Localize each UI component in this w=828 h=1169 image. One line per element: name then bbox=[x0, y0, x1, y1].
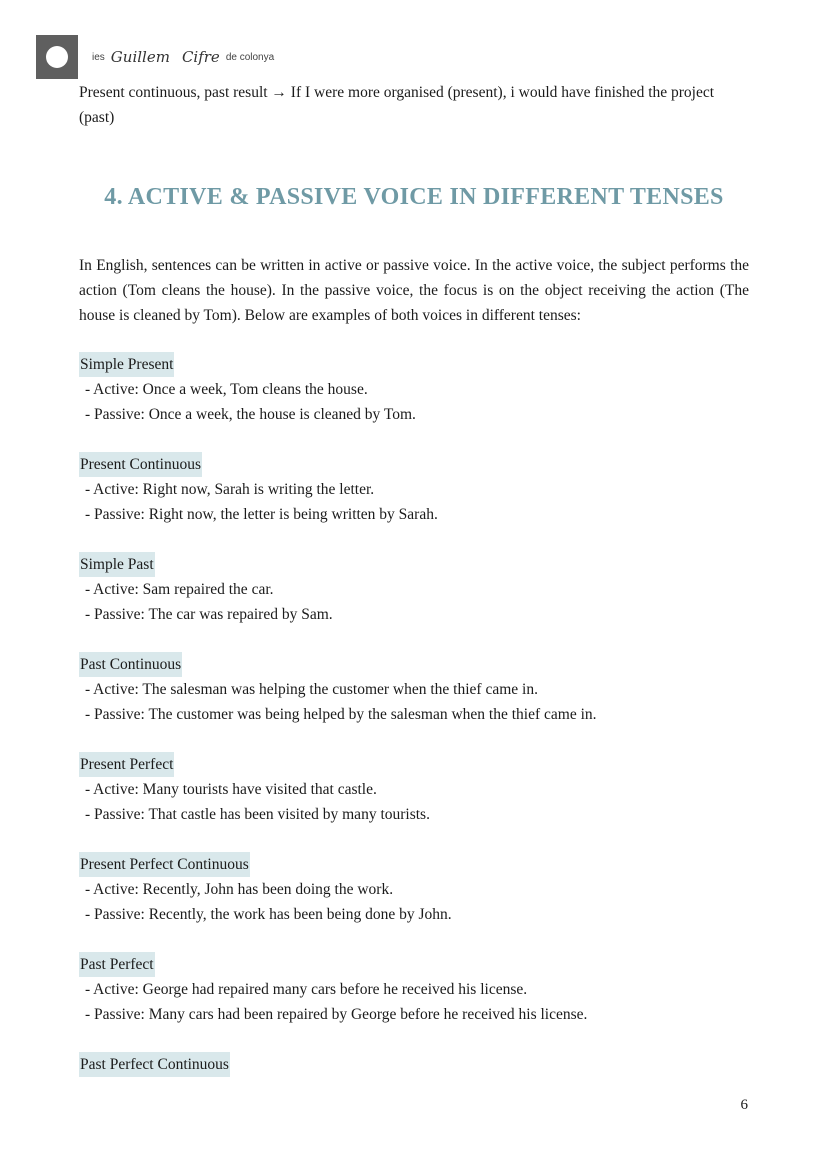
tense-block bbox=[79, 352, 759, 452]
tense-block bbox=[79, 852, 759, 952]
tense-block bbox=[79, 652, 759, 752]
tense-block bbox=[79, 752, 759, 852]
logo-cifre: Cifre bbox=[181, 48, 220, 66]
passive-example: - Passive: That castle has been visited by many tourists. bbox=[85, 806, 430, 823]
sun-logo-icon bbox=[36, 35, 78, 79]
section-title: 4. ACTIVE & PASSIVE VOICE IN DIFFERENT TENSES bbox=[104, 184, 724, 210]
sun-icon bbox=[46, 46, 68, 68]
tense-heading: Past Perfect Continuous bbox=[79, 1052, 230, 1077]
tense-heading: Present Perfect Continuous bbox=[79, 852, 250, 877]
school-logo bbox=[36, 35, 274, 79]
active-example: - Active: Once a week, Tom cleans the house. bbox=[85, 381, 368, 398]
tense-block bbox=[79, 952, 759, 1052]
active-example: - Active: George had repaired many cars before he received his license. bbox=[85, 981, 528, 998]
tense-heading: Past Perfect bbox=[79, 952, 155, 977]
active-example: - Active: Right now, Sarah is writing the letter. bbox=[85, 481, 375, 498]
page-number: 6 bbox=[740, 1097, 748, 1113]
passive-example: - Passive: The car was repaired by Sam. bbox=[85, 606, 333, 623]
body-paragraph: In English, sentences can be written in active or passive voice. In the active voice, the subject performs the action (Tom cleans the house). In the passive voice, the focus is on the object receiving the action (The house is cleaned by Tom). Below are examples of both voices in different tenses: bbox=[79, 257, 749, 324]
passive-example: - Passive: Recently, the work has been being done by John. bbox=[85, 906, 452, 923]
tense-heading: Present Continuous bbox=[79, 452, 202, 477]
tense-block bbox=[79, 552, 759, 652]
logo-ies: ies bbox=[92, 51, 105, 63]
active-example: - Active: Sam repaired the car. bbox=[85, 581, 274, 598]
tense-heading: Simple Past bbox=[79, 552, 155, 577]
tense-block bbox=[79, 1052, 759, 1152]
tense-block bbox=[79, 452, 759, 552]
logo-colonya: de colonya bbox=[225, 51, 275, 63]
active-example: - Active: Many tourists have visited that castle. bbox=[85, 781, 377, 798]
tense-heading: Simple Present bbox=[79, 352, 174, 377]
logo-guillem: Guillem bbox=[110, 48, 170, 66]
passive-example: - Passive: Right now, the letter is being written by Sarah. bbox=[85, 506, 438, 523]
passive-example: - Passive: Once a week, the house is cleaned by Tom. bbox=[85, 406, 416, 423]
active-example: - Active: The salesman was helping the customer when the thief came in. bbox=[85, 681, 538, 698]
tense-heading: Present Perfect bbox=[79, 752, 174, 777]
logo-wordmark bbox=[92, 48, 274, 66]
tense-heading: Past Continuous bbox=[79, 652, 182, 677]
tense-list bbox=[79, 352, 759, 1152]
passive-example: - Passive: The customer was being helped by the salesman when the thief came in. bbox=[85, 706, 597, 723]
active-example: - Active: Recently, John has been doing the work. bbox=[85, 881, 394, 898]
intro-line: Present continuous, past result → If I were more organised (present), i would have finished the project (past) bbox=[79, 84, 715, 126]
passive-example: - Passive: Many cars had been repaired by George before he received his license. bbox=[85, 1006, 588, 1023]
